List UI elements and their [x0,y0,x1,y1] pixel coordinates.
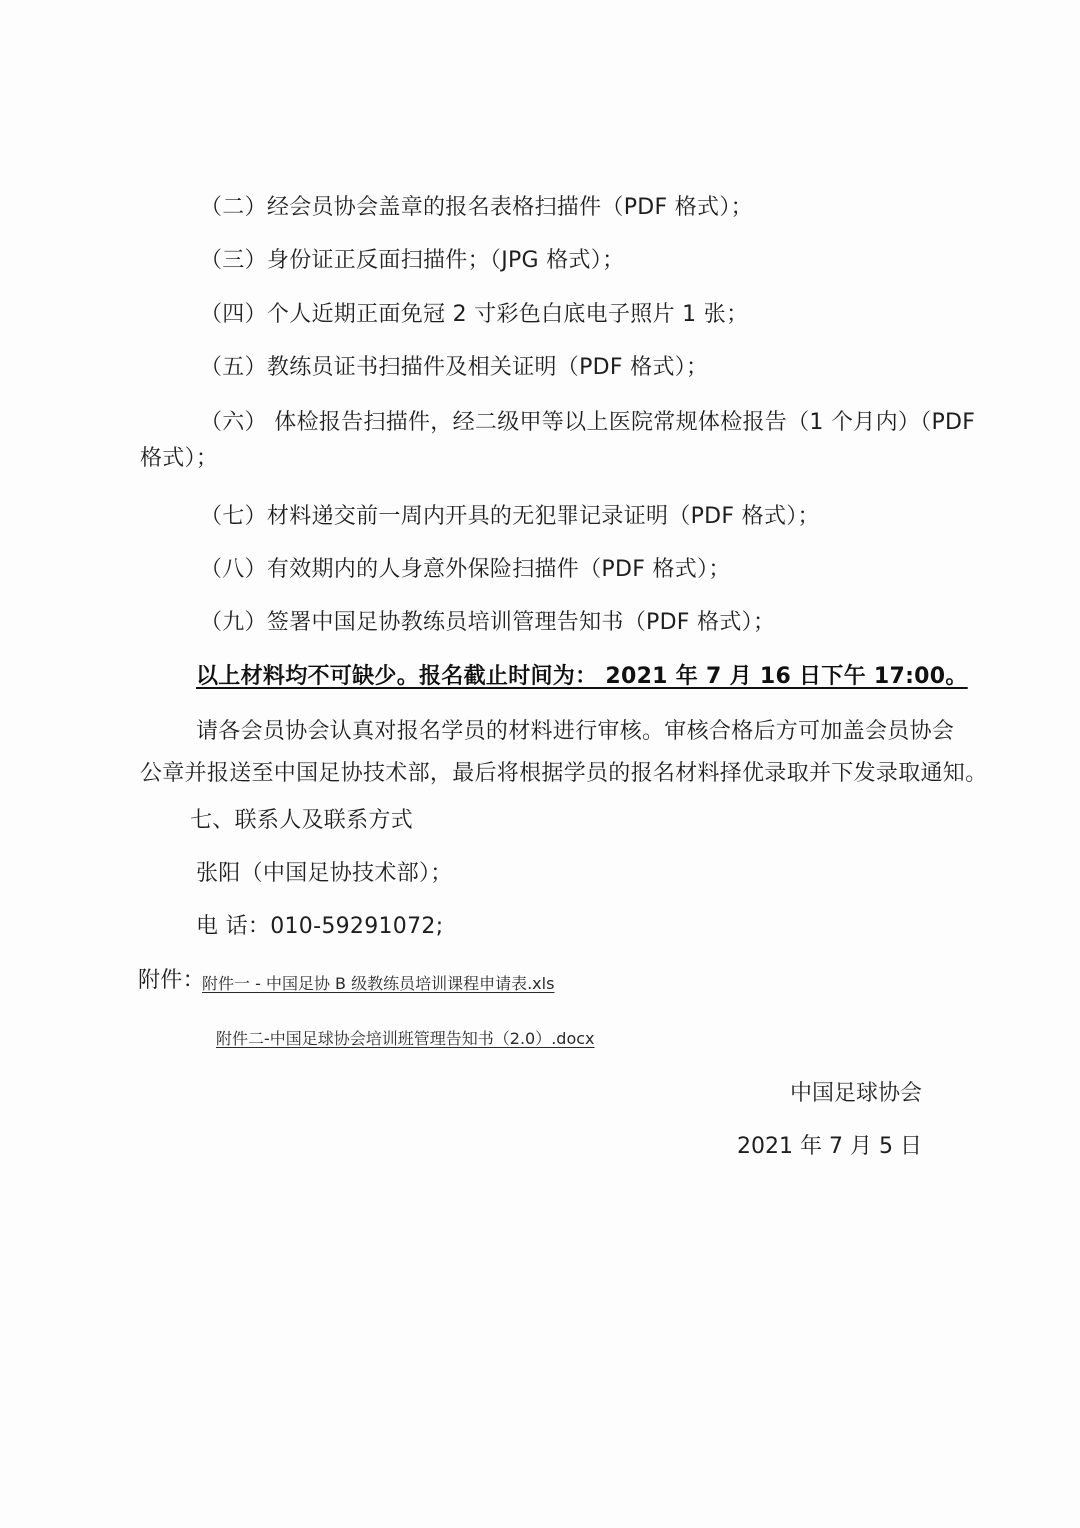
review-instruction-line-2: 公章并报送至中国足协技术部，最后将根据学员的报名材料择优录取并下发录取通知。 [140,761,988,786]
contact-phone: 电 话：010-59291072; [196,914,444,939]
requirement-item-6: （六） 体检报告扫描件，经二级甲等以上医院常规体检报告（1 个月内）（PDF [200,410,976,435]
signature-organization: 中国足球协会 [789,1081,922,1106]
requirement-item-8: （八）有效期内的人身意外保险扫描件（PDF 格式）； [200,557,731,582]
requirement-item-7: （七）材料递交前一周内开具的无犯罪记录证明（PDF 格式）； [200,504,820,529]
contact-person: 张阳（中国足协技术部）； [196,861,453,886]
contact-heading: 七、联系人及联系方式 [190,808,414,833]
requirement-item-6-continued: 格式）； [140,446,219,471]
requirement-item-5: （五）教练员证书扫描件及相关证明（PDF 格式）； [200,355,709,380]
requirement-item-9: （九）签署中国足协教练员培训管理告知书（PDF 格式）； [200,610,776,635]
attachment-link-1[interactable]: 附件一 - 中国足协 B 级教练员培训课程申请表.xls [202,974,555,993]
deadline-notice: 以上材料均不可缺少。报名截止时间为： 2021 年 7 月 16 日下午 17:00。 [196,664,968,689]
signature-date: 2021 年 7 月 5 日 [737,1134,922,1159]
attachment-link-2[interactable]: 附件二-中国足球协会培训班管理告知书（2.0）.docx [216,1029,595,1048]
requirement-item-4: （四）个人近期正面免冠 2 寸彩色白底电子照片 1 张； [200,302,749,327]
requirement-item-3: （三）身份证正反面扫描件；（JPG 格式）； [200,248,625,273]
review-instruction-line-1: 请各会员协会认真对报名学员的材料进行审核。审核合格后方可加盖会员协会 [196,719,955,744]
attachments-label: 附件： [138,968,205,993]
requirement-item-2: （二）经会员协会盖章的报名表格扫描件（PDF 格式）； [200,195,753,220]
